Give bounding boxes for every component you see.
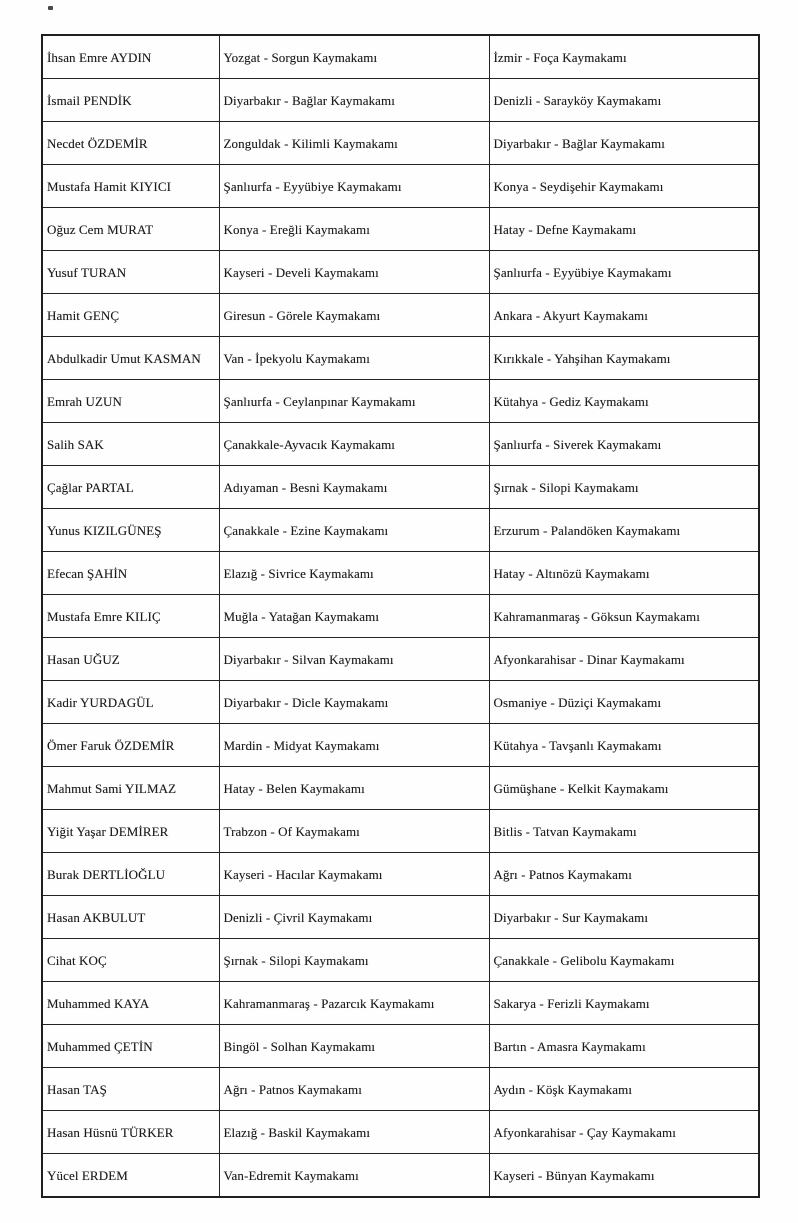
cell-name: Oğuz Cem MURAT — [42, 208, 219, 251]
table-row — [42, 552, 759, 595]
table-row — [42, 1025, 759, 1068]
cell-name: Hamit GENÇ — [42, 294, 219, 337]
cell-to: Gümüşhane - Kelkit Kaymakamı — [489, 767, 759, 810]
cell-from: Yozgat - Sorgun Kaymakamı — [219, 35, 489, 79]
cell-name: Yunus KIZILGÜNEŞ — [42, 509, 219, 552]
cell-name: Hasan Hüsnü TÜRKER — [42, 1111, 219, 1154]
table-row — [42, 939, 759, 982]
cell-from: Şanlıurfa - Eyyübiye Kaymakamı — [219, 165, 489, 208]
table-row — [42, 79, 759, 122]
cell-from: Çanakkale - Ezine Kaymakamı — [219, 509, 489, 552]
cell-name: Necdet ÖZDEMİR — [42, 122, 219, 165]
cell-name: Mahmut Sami YILMAZ — [42, 767, 219, 810]
cell-from: Çanakkale-Ayvacık Kaymakamı — [219, 423, 489, 466]
cell-to: Kayseri - Bünyan Kaymakamı — [489, 1154, 759, 1198]
cell-to: Diyarbakır - Sur Kaymakamı — [489, 896, 759, 939]
cell-to: Ankara - Akyurt Kaymakamı — [489, 294, 759, 337]
table-row — [42, 35, 759, 79]
cell-to: Ağrı - Patnos Kaymakamı — [489, 853, 759, 896]
cell-from: Van - İpekyolu Kaymakamı — [219, 337, 489, 380]
cell-from: Denizli - Çivril Kaymakamı — [219, 896, 489, 939]
cell-from: Mardin - Midyat Kaymakamı — [219, 724, 489, 767]
table-row — [42, 681, 759, 724]
cell-name: Kadir YURDAGÜL — [42, 681, 219, 724]
table-row — [42, 767, 759, 810]
appointments-table — [41, 34, 760, 1198]
cell-to: Bartın - Amasra Kaymakamı — [489, 1025, 759, 1068]
cell-to: Denizli - Sarayköy Kaymakamı — [489, 79, 759, 122]
cell-from: Trabzon - Of Kaymakamı — [219, 810, 489, 853]
cell-name: Muhammed ÇETİN — [42, 1025, 219, 1068]
cell-name: Hasan TAŞ — [42, 1068, 219, 1111]
cell-from: Adıyaman - Besni Kaymakamı — [219, 466, 489, 509]
table-row — [42, 810, 759, 853]
cell-name: Ömer Faruk ÖZDEMİR — [42, 724, 219, 767]
cell-to: Diyarbakır - Bağlar Kaymakamı — [489, 122, 759, 165]
cell-from: Elazığ - Sivrice Kaymakamı — [219, 552, 489, 595]
cell-from: Bingöl - Solhan Kaymakamı — [219, 1025, 489, 1068]
cell-from: Diyarbakır - Bağlar Kaymakamı — [219, 79, 489, 122]
cell-from: Ağrı - Patnos Kaymakamı — [219, 1068, 489, 1111]
cell-name: Yücel ERDEM — [42, 1154, 219, 1198]
cell-to: Konya - Seydişehir Kaymakamı — [489, 165, 759, 208]
cell-name: Muhammed KAYA — [42, 982, 219, 1025]
cell-to: Aydın - Köşk Kaymakamı — [489, 1068, 759, 1111]
cell-to: İzmir - Foça Kaymakamı — [489, 35, 759, 79]
cell-to: Hatay - Altınözü Kaymakamı — [489, 552, 759, 595]
table-row — [42, 337, 759, 380]
cell-to: Bitlis - Tatvan Kaymakamı — [489, 810, 759, 853]
scan-artifact-speck — [48, 6, 53, 10]
cell-from: Diyarbakır - Dicle Kaymakamı — [219, 681, 489, 724]
cell-from: Muğla - Yatağan Kaymakamı — [219, 595, 489, 638]
table-row — [42, 853, 759, 896]
cell-to: Sakarya - Ferizli Kaymakamı — [489, 982, 759, 1025]
cell-to: Şanlıurfa - Siverek Kaymakamı — [489, 423, 759, 466]
cell-to: Afyonkarahisar - Çay Kaymakamı — [489, 1111, 759, 1154]
cell-to: Çanakkale - Gelibolu Kaymakamı — [489, 939, 759, 982]
cell-from: Van-Edremit Kaymakamı — [219, 1154, 489, 1198]
table-row — [42, 595, 759, 638]
table-row — [42, 466, 759, 509]
cell-name: İsmail PENDİK — [42, 79, 219, 122]
cell-to: Kütahya - Tavşanlı Kaymakamı — [489, 724, 759, 767]
cell-name: Hasan UĞUZ — [42, 638, 219, 681]
cell-to: Kırıkkale - Yahşihan Kaymakamı — [489, 337, 759, 380]
table-row — [42, 165, 759, 208]
cell-name: Abdulkadir Umut KASMAN — [42, 337, 219, 380]
cell-name: Çağlar PARTAL — [42, 466, 219, 509]
cell-from: Diyarbakır - Silvan Kaymakamı — [219, 638, 489, 681]
table-row — [42, 982, 759, 1025]
cell-name: Mustafa Hamit KIYICI — [42, 165, 219, 208]
cell-name: Efecan ŞAHİN — [42, 552, 219, 595]
cell-from: Elazığ - Baskil Kaymakamı — [219, 1111, 489, 1154]
table-row — [42, 251, 759, 294]
table-row — [42, 294, 759, 337]
table-row — [42, 208, 759, 251]
cell-name: İhsan Emre AYDIN — [42, 35, 219, 79]
cell-from: Konya - Ereğli Kaymakamı — [219, 208, 489, 251]
cell-name: Salih SAK — [42, 423, 219, 466]
cell-name: Hasan AKBULUT — [42, 896, 219, 939]
table-row — [42, 896, 759, 939]
cell-from: Hatay - Belen Kaymakamı — [219, 767, 489, 810]
cell-from: Giresun - Görele Kaymakamı — [219, 294, 489, 337]
table-row — [42, 509, 759, 552]
table-row — [42, 638, 759, 681]
table-row — [42, 423, 759, 466]
table-row — [42, 122, 759, 165]
appointments-table-body — [42, 35, 759, 1197]
cell-to: Kahramanmaraş - Göksun Kaymakamı — [489, 595, 759, 638]
cell-from: Şanlıurfa - Ceylanpınar Kaymakamı — [219, 380, 489, 423]
cell-name: Yiğit Yaşar DEMİRER — [42, 810, 219, 853]
cell-name: Yusuf TURAN — [42, 251, 219, 294]
cell-from: Kayseri - Develi Kaymakamı — [219, 251, 489, 294]
table-row — [42, 724, 759, 767]
cell-from: Şırnak - Silopi Kaymakamı — [219, 939, 489, 982]
cell-from: Kahramanmaraş - Pazarcık Kaymakamı — [219, 982, 489, 1025]
cell-name: Mustafa Emre KILIÇ — [42, 595, 219, 638]
table-row — [42, 1154, 759, 1198]
cell-name: Burak DERTLİOĞLU — [42, 853, 219, 896]
cell-to: Şanlıurfa - Eyyübiye Kaymakamı — [489, 251, 759, 294]
table-row — [42, 380, 759, 423]
table-row — [42, 1068, 759, 1111]
cell-from: Zonguldak - Kilimli Kaymakamı — [219, 122, 489, 165]
cell-to: Kütahya - Gediz Kaymakamı — [489, 380, 759, 423]
cell-to: Erzurum - Palandöken Kaymakamı — [489, 509, 759, 552]
cell-to: Hatay - Defne Kaymakamı — [489, 208, 759, 251]
table-row — [42, 1111, 759, 1154]
cell-to: Osmaniye - Düziçi Kaymakamı — [489, 681, 759, 724]
cell-name: Emrah UZUN — [42, 380, 219, 423]
cell-name: Cihat KOÇ — [42, 939, 219, 982]
cell-to: Şırnak - Silopi Kaymakamı — [489, 466, 759, 509]
cell-from: Kayseri - Hacılar Kaymakamı — [219, 853, 489, 896]
cell-to: Afyonkarahisar - Dinar Kaymakamı — [489, 638, 759, 681]
